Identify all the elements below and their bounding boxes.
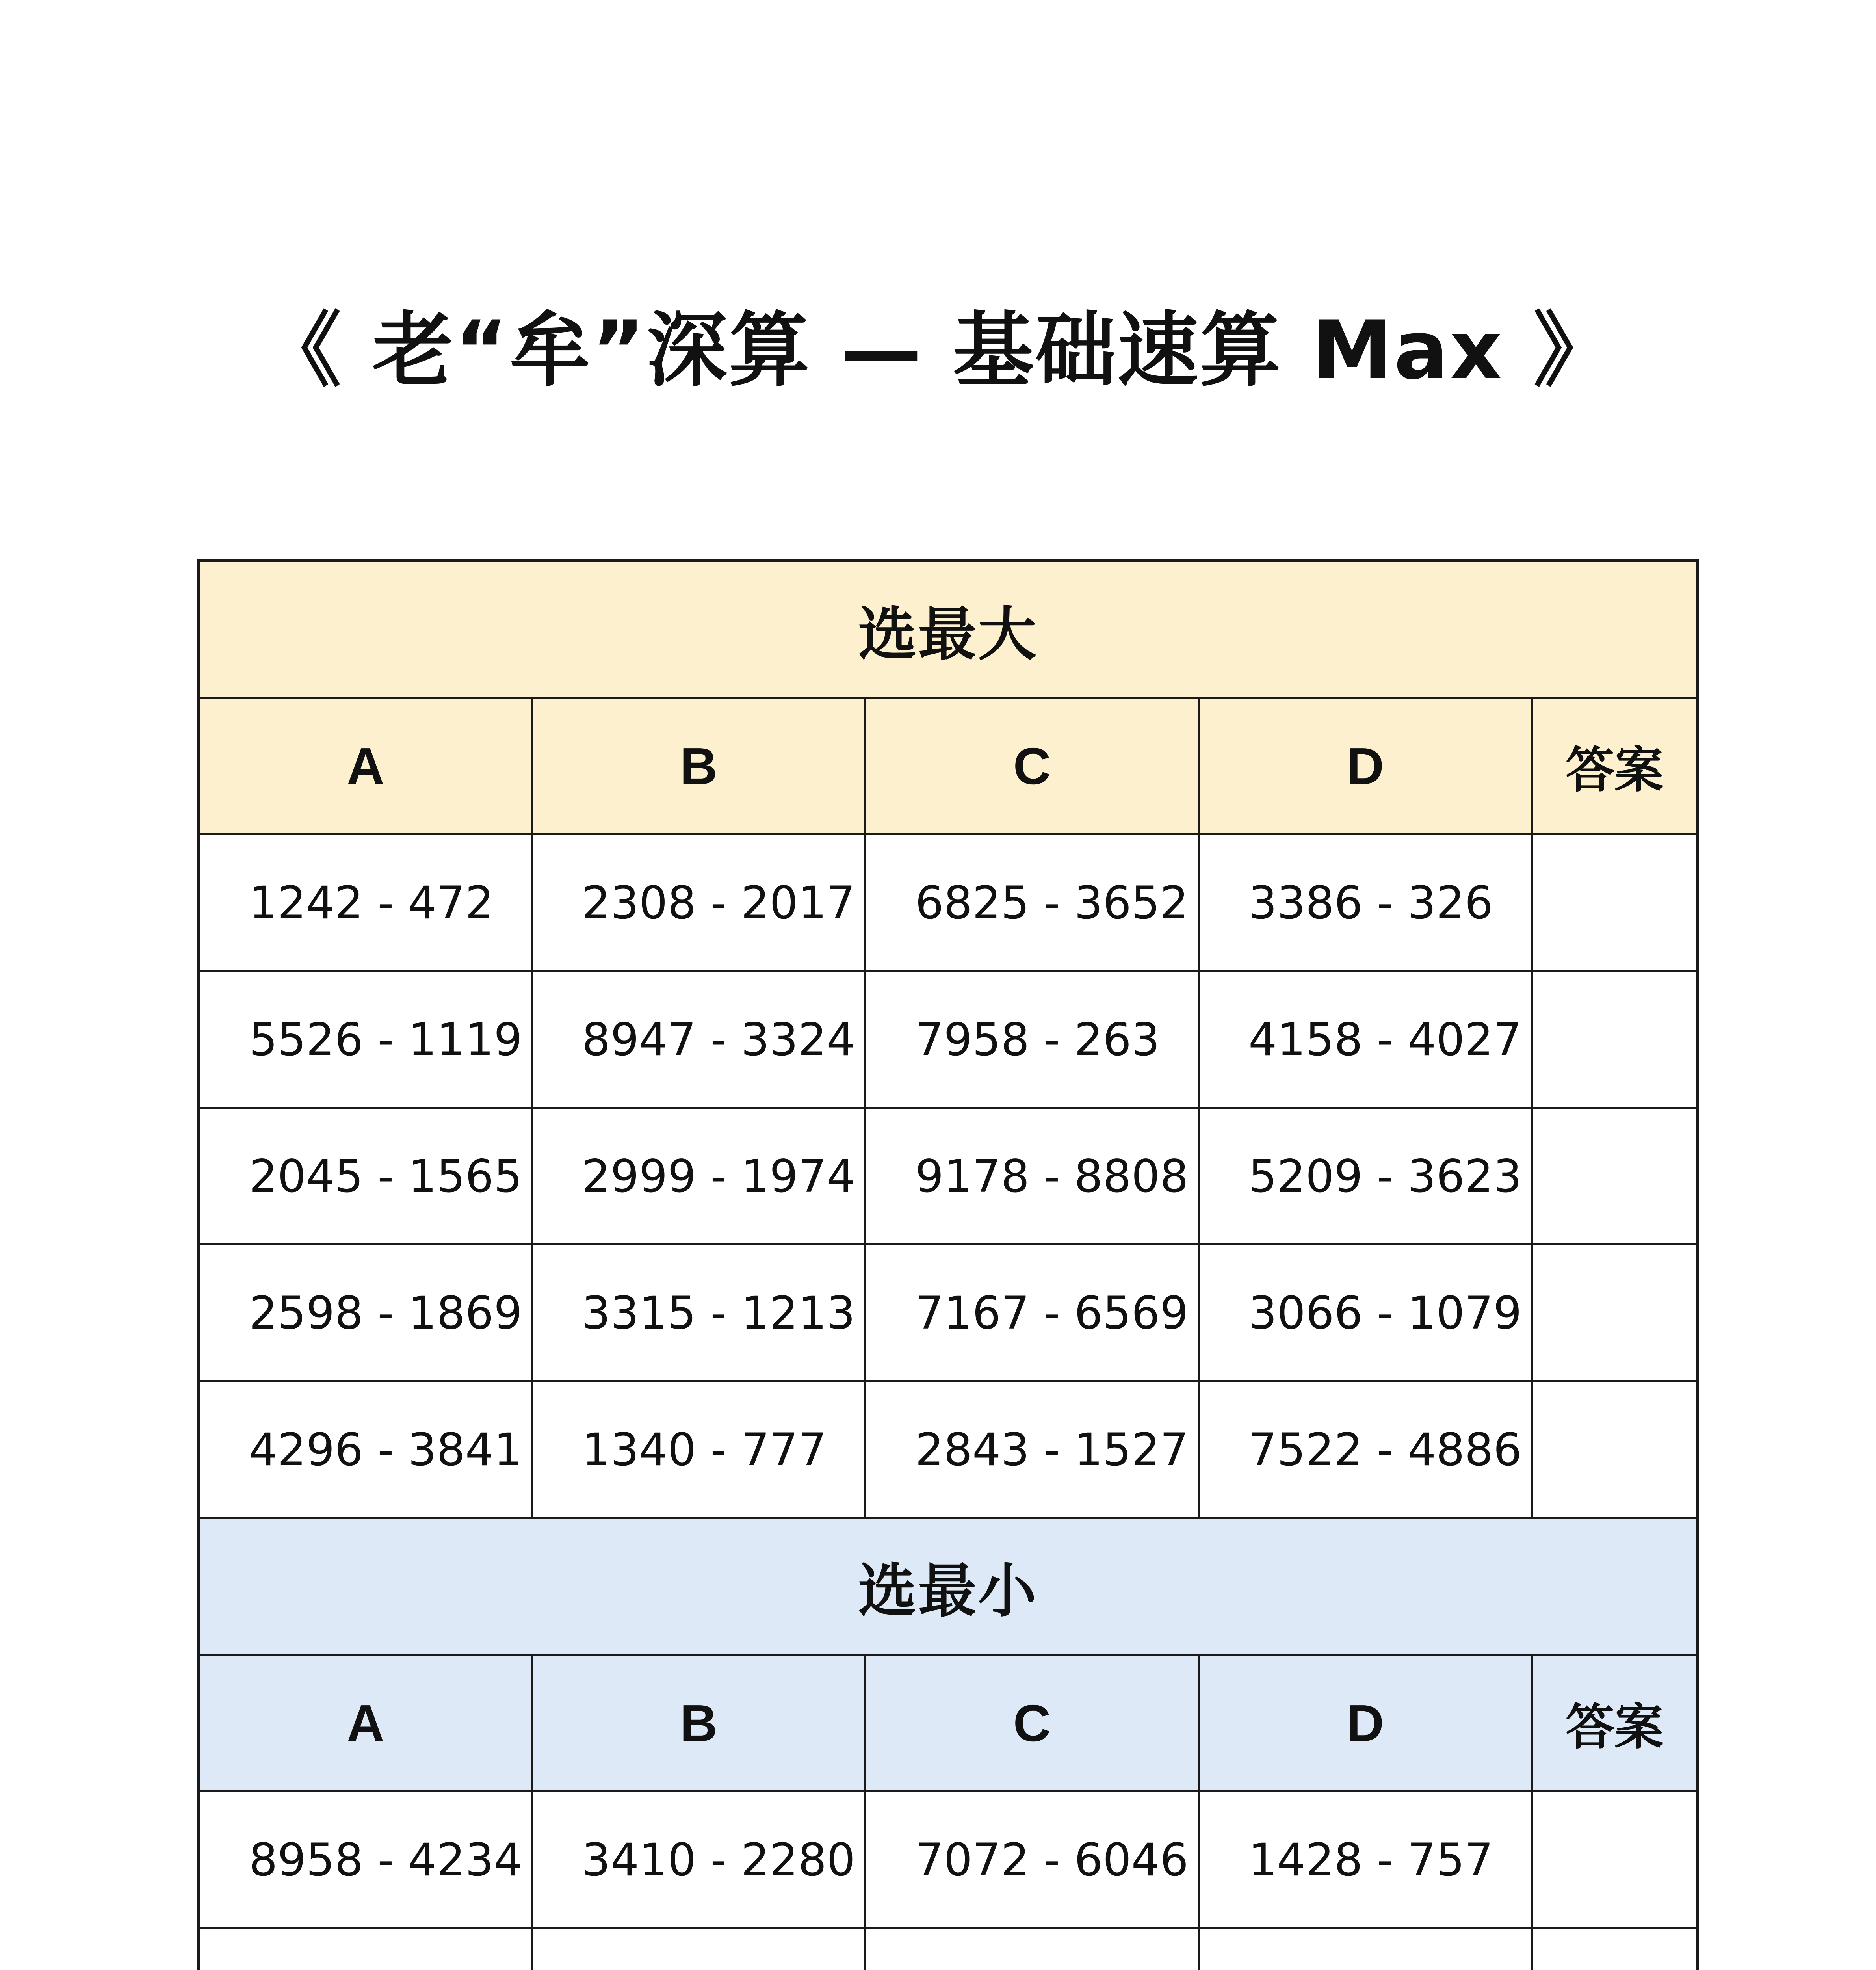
problem-cell: 3386 - 326 — [1199, 834, 1532, 971]
problem-cell: 9178 - 8808 — [866, 1108, 1199, 1245]
problem-cell: 5209 - 3623 — [1199, 1108, 1532, 1245]
problem-cell — [866, 1928, 1199, 1970]
problem-cell — [1199, 1928, 1532, 1970]
problem-cell: 7522 - 4886 — [1199, 1381, 1532, 1518]
problem-cell: 8958 - 4234 — [199, 1792, 532, 1928]
problem-row — [199, 1381, 1698, 1518]
problem-cell: 8947 - 3324 — [532, 971, 866, 1108]
column-header-answer: 答案 — [1532, 698, 1698, 834]
problem-cell: 3315 - 1213 — [532, 1245, 866, 1381]
column-header-d: D — [1199, 1655, 1532, 1792]
column-header-a: A — [199, 1655, 532, 1792]
section-title-row — [199, 561, 1698, 698]
column-header-a: A — [199, 698, 532, 834]
problem-cell — [532, 1928, 866, 1970]
problem-cell: 1428 - 757 — [1199, 1792, 1532, 1928]
problem-cell: 7958 - 263 — [866, 971, 1199, 1108]
problem-cell: 2999 - 1974 — [532, 1108, 866, 1245]
problem-row — [199, 971, 1698, 1108]
problem-cell: 2045 - 1565 — [199, 1108, 532, 1245]
problem-cell: 4158 - 4027 — [1199, 971, 1532, 1108]
problem-cell: 2598 - 1869 — [199, 1245, 532, 1381]
problem-cell: 1242 - 472 — [199, 834, 532, 971]
worksheet-table — [197, 559, 1699, 1970]
column-header-d: D — [1199, 698, 1532, 834]
answer-cell[interactable] — [1532, 971, 1698, 1108]
column-header-row — [199, 1655, 1698, 1792]
column-header-c: C — [866, 698, 1199, 834]
problem-cell: 5526 - 1119 — [199, 971, 532, 1108]
problem-row — [199, 1792, 1698, 1928]
problem-cell: 7072 - 6046 — [866, 1792, 1199, 1928]
answer-cell[interactable] — [1532, 1245, 1698, 1381]
problem-row — [199, 834, 1698, 971]
answer-cell[interactable] — [1532, 834, 1698, 971]
section-title-max: 选最大 — [199, 561, 1698, 698]
problem-cell: 4296 - 3841 — [199, 1381, 532, 1518]
answer-cell[interactable] — [1532, 1108, 1698, 1245]
column-header-b: B — [532, 698, 866, 834]
column-header-b: B — [532, 1655, 866, 1792]
answer-cell[interactable] — [1532, 1792, 1698, 1928]
column-header-row — [199, 698, 1698, 834]
problem-cell — [199, 1928, 532, 1970]
problem-row — [199, 1245, 1698, 1381]
problem-cell: 7167 - 6569 — [866, 1245, 1199, 1381]
page-title: 《 老“牟”深算 — 基础速算 Max 》 — [260, 304, 1616, 398]
problem-cell: 3410 - 2280 — [532, 1792, 866, 1928]
section-title-row — [199, 1518, 1698, 1655]
section-title-min: 选最小 — [199, 1518, 1698, 1655]
problem-row — [199, 1108, 1698, 1245]
column-header-c: C — [866, 1655, 1199, 1792]
problem-cell: 2843 - 1527 — [866, 1381, 1199, 1518]
answer-cell[interactable] — [1532, 1928, 1698, 1970]
answer-cell[interactable] — [1532, 1381, 1698, 1518]
problem-cell: 3066 - 1079 — [1199, 1245, 1532, 1381]
problem-cell: 2308 - 2017 — [532, 834, 866, 971]
problem-cell: 1340 - 777 — [532, 1381, 866, 1518]
problem-cell: 6825 - 3652 — [866, 834, 1199, 971]
column-header-answer: 答案 — [1532, 1655, 1698, 1792]
problem-row — [199, 1928, 1698, 1970]
